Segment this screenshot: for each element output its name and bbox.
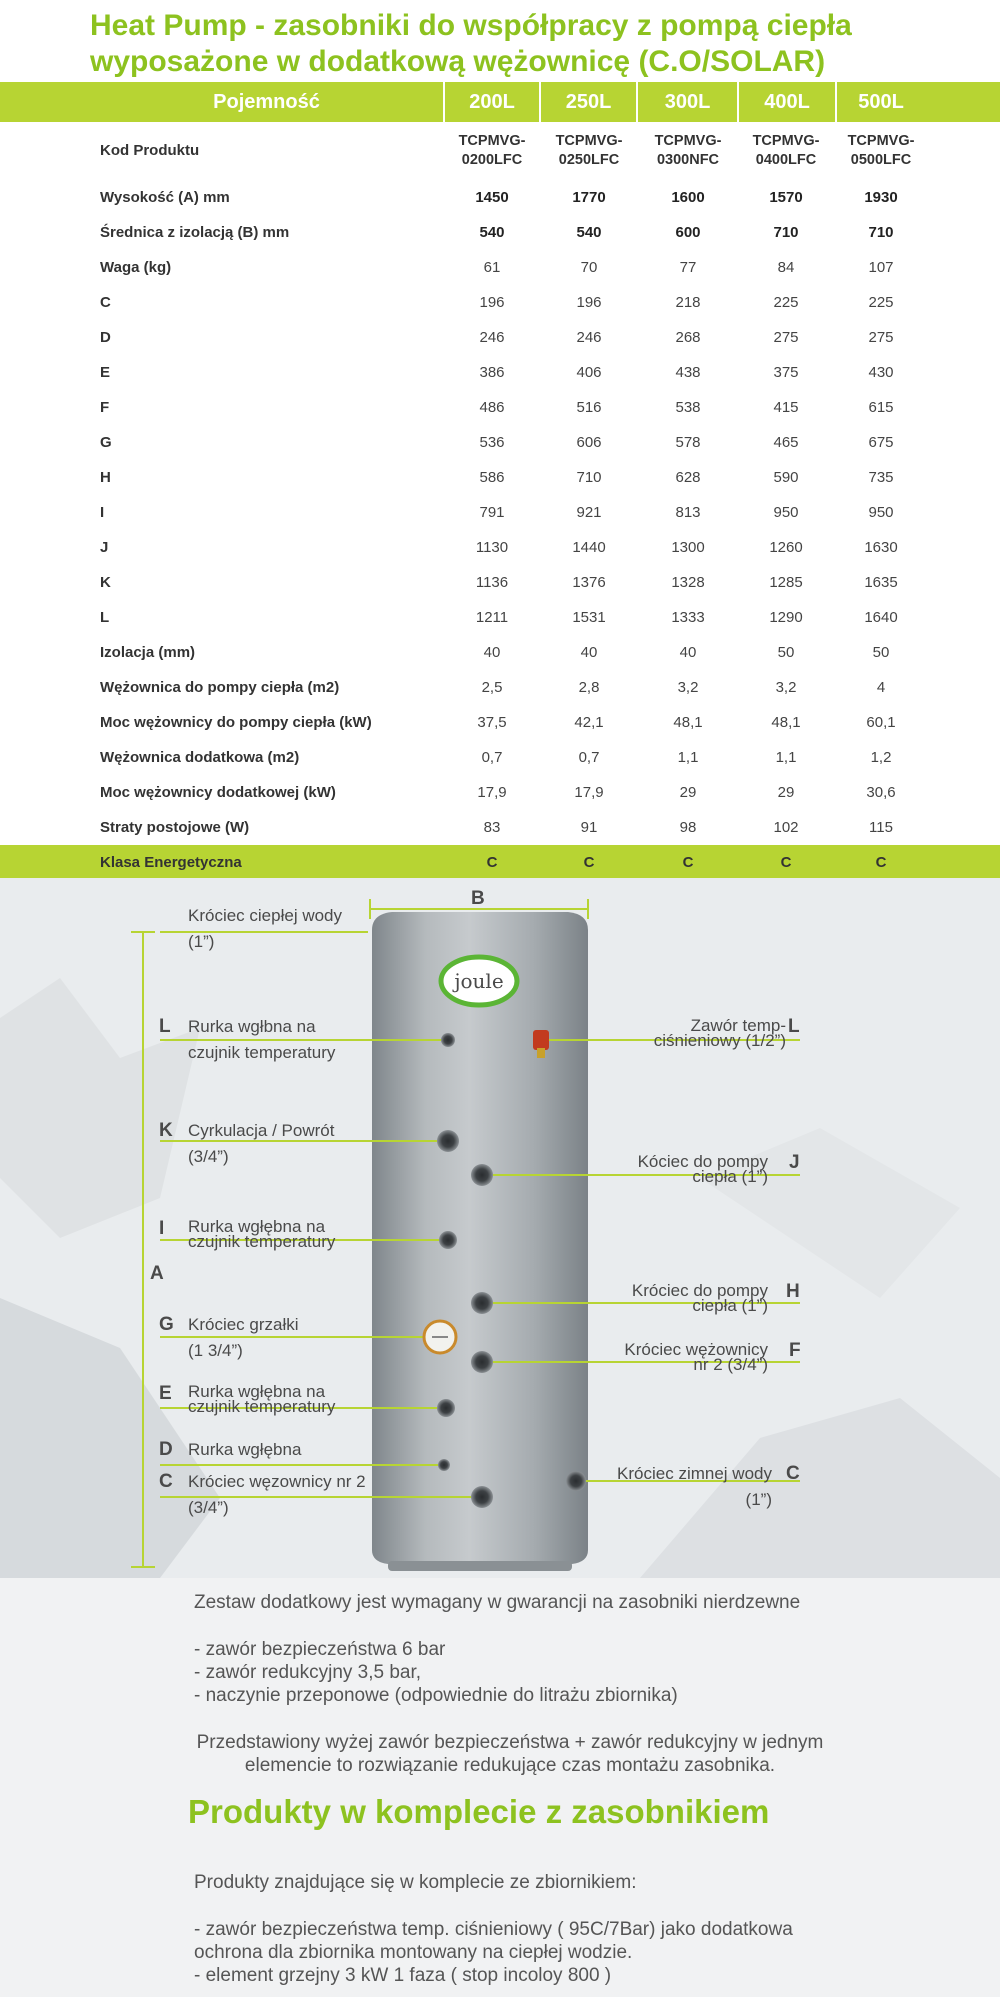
- table-cell: 225: [868, 294, 894, 311]
- heat-pump-port-j: [471, 1164, 493, 1186]
- page-title: [90, 8, 990, 80]
- table-cell: 29: [777, 784, 795, 801]
- table-cell: 196: [479, 294, 505, 311]
- table-cell: 1450: [475, 189, 509, 206]
- letter-h: H: [786, 1281, 800, 1302]
- coil-port-f: [471, 1351, 493, 1373]
- table-cell: 921: [576, 504, 602, 521]
- table-cell: 710: [773, 224, 799, 241]
- table-cell: 375: [773, 364, 799, 381]
- table-cell: 275: [868, 329, 894, 346]
- letter-e: E: [159, 1383, 172, 1404]
- table-cell: 1531: [572, 609, 606, 626]
- table-cell: 246: [576, 329, 602, 346]
- tank-diagram-graphic: [0, 878, 1000, 1578]
- label-circulation-return: Cyrkulacja / Powrót (3/4”): [188, 1121, 335, 1166]
- table-cell: 17,9: [574, 784, 604, 801]
- table-cell: 675: [868, 434, 894, 451]
- letter-j: J: [789, 1152, 800, 1173]
- table-row: [0, 530, 1000, 565]
- table-cell: 42,1: [574, 714, 604, 731]
- table-cell: 1600: [671, 189, 705, 206]
- product-code-part: TCPMVG-: [654, 133, 722, 149]
- table-cell: 578: [675, 434, 701, 451]
- table-row: [0, 705, 1000, 740]
- table-row: [0, 355, 1000, 390]
- letter-c-left: C: [159, 1471, 173, 1492]
- table-cell: 600: [675, 224, 701, 241]
- table-cell: C: [780, 854, 792, 871]
- sensor-pocket-d: [438, 1459, 450, 1471]
- tank-diagram: [0, 878, 1000, 1578]
- letter-l-right: L: [788, 1016, 800, 1037]
- label-heat-pump-port-h: Króciec do pompy ciepła (1”): [631, 1281, 768, 1315]
- letter-c-right: C: [786, 1463, 800, 1484]
- dimension-a-label: A: [150, 1263, 164, 1284]
- table-cell: 48,1: [771, 714, 801, 731]
- table-cell: 628: [675, 469, 701, 486]
- table-row: [0, 250, 1000, 285]
- table-cell: [833, 122, 929, 180]
- table-cell: 710: [576, 469, 602, 486]
- product-code-part: 0300NFC: [656, 152, 720, 168]
- kit-heading: Produkty w komplecie z zasobnikiem: [188, 1793, 770, 1830]
- table-cell: 1,1: [677, 749, 699, 766]
- table-cell: 1130: [475, 539, 509, 556]
- label-sensor-pocket-i: Rurka wgłębna na czujnik temperatury: [188, 1217, 336, 1251]
- capacity-column-200l: 200L: [469, 91, 515, 113]
- product-code-part: 0500LFC: [850, 152, 912, 168]
- table-cell: 0,7: [578, 749, 600, 766]
- row-label: Wężownica dodatkowa (m2): [100, 749, 300, 766]
- table-row: [0, 215, 1000, 250]
- table-cell: 430: [868, 364, 894, 381]
- table-row: [0, 320, 1000, 355]
- table-cell: 1376: [572, 574, 606, 591]
- table-cell: 0,7: [481, 749, 503, 766]
- kit-item: - zawór bezpieczeństwa temp. ciśnieniowy ( 95C/7Bar) jako dodatkowa: [194, 1919, 793, 1940]
- label-cold-water: Króciec zimnej wody (1”): [617, 1464, 772, 1509]
- table-cell: 1930: [864, 189, 898, 206]
- table-cell: [640, 122, 736, 180]
- table-cell: C: [875, 854, 887, 871]
- table-cell: 1,2: [870, 749, 892, 766]
- label-heat-pump-port-j: Kóciec do pompy ciepła (1”): [637, 1152, 768, 1186]
- table-cell: 438: [675, 364, 701, 381]
- product-code-part: TCPMVG-: [555, 133, 623, 149]
- table-cell: 60,1: [866, 714, 896, 731]
- page-title-line-2: wyposażone w dodatkową wężownicę (C.O/SOLAR): [90, 45, 826, 78]
- table-cell: 586: [479, 469, 505, 486]
- table-cell: 386: [479, 364, 505, 381]
- capacity-header: [0, 82, 1000, 122]
- table-cell: 98: [679, 819, 697, 836]
- table-cell: 615: [868, 399, 894, 416]
- row-label: Średnica z izolacją (B) mm: [100, 224, 290, 241]
- row-label: H: [100, 469, 111, 486]
- letter-g: G: [159, 1314, 174, 1335]
- immersion-heater-g: [424, 1321, 456, 1353]
- table-cell: 17,9: [477, 784, 507, 801]
- row-label: Straty postojowe (W): [100, 819, 250, 836]
- joule-logo: joule: [454, 969, 504, 993]
- table-row: [0, 390, 1000, 425]
- table-cell: 37,5: [477, 714, 507, 731]
- row-label: D: [100, 329, 111, 346]
- product-code-part: TCPMVG-: [458, 133, 526, 149]
- product-code-part: TCPMVG-: [847, 133, 915, 149]
- row-label: Moc wężownicy dodatkowej (kW): [100, 784, 336, 801]
- label-sensor-pocket-e: Rurka wgłębna na czujnik temperatury: [188, 1382, 336, 1416]
- product-code-part: TCPMVG-: [752, 133, 820, 149]
- table-row: [0, 180, 1000, 215]
- row-label: Kod Produktu: [100, 142, 200, 159]
- table-cell: 540: [479, 224, 505, 241]
- table-cell: 30,6: [866, 784, 896, 801]
- table-cell: C: [583, 854, 595, 871]
- table-cell: 1211: [475, 609, 509, 626]
- row-label: Wężownica do pompy ciepła (m2): [100, 679, 340, 696]
- product-code-part: 0400LFC: [755, 152, 817, 168]
- table-cell: 91: [580, 819, 598, 836]
- table-cell: 1333: [671, 609, 705, 626]
- table-cell: 540: [576, 224, 602, 241]
- warranty-item: - zawór redukcyjny 3,5 bar,: [194, 1662, 422, 1683]
- table-cell: 538: [675, 399, 701, 416]
- coil-port-c: [471, 1486, 493, 1508]
- energy-class-row: [0, 845, 1000, 880]
- label-hot-water-outlet: Króciec ciepłej wody (1”): [188, 906, 343, 951]
- table-cell: 1570: [769, 189, 803, 206]
- warranty-note: Zestaw dodatkowy jest wymagany w gwarancji na zasobniki nierdzewne: [194, 1592, 801, 1613]
- table-cell: 1635: [864, 574, 898, 591]
- table-cell: 1285: [769, 574, 803, 591]
- sensor-pocket-i: [439, 1231, 457, 1249]
- table-cell: 2,5: [481, 679, 503, 696]
- row-label: E: [100, 364, 111, 381]
- table-cell: 196: [576, 294, 602, 311]
- table-cell: 268: [675, 329, 701, 346]
- table-cell: 1630: [864, 539, 898, 556]
- table-cell: 415: [773, 399, 799, 416]
- table-cell: 465: [773, 434, 799, 451]
- table-row: [0, 635, 1000, 670]
- table-row: [0, 740, 1000, 775]
- row-label: I: [100, 504, 105, 521]
- label-sensor-pocket-d: Rurka wgłębna: [188, 1440, 302, 1459]
- table-cell: 735: [868, 469, 894, 486]
- letter-k: K: [159, 1120, 173, 1141]
- capacity-header-label: Pojemność: [213, 91, 320, 113]
- row-label: K: [100, 574, 111, 591]
- table-row: [0, 425, 1000, 460]
- label-tp-valve: Zawór temp- ciśnieniowy (1/2”): [653, 1016, 786, 1050]
- table-cell: 1300: [671, 539, 705, 556]
- table-cell: 29: [679, 784, 697, 801]
- table-cell: 70: [580, 259, 598, 276]
- table-row: [0, 565, 1000, 600]
- row-label: J: [100, 539, 109, 556]
- valve-note-line-1: Przedstawiony wyżej zawór bezpieczeństwa + zawór redukcyjny w jednym: [196, 1732, 824, 1753]
- row-label: F: [100, 399, 110, 416]
- table-cell: 246: [479, 329, 505, 346]
- table-cell: 275: [773, 329, 799, 346]
- kit-item: ochrona dla zbiornika montowany na ciepłej wodzie.: [194, 1942, 633, 1963]
- table-row: [0, 600, 1000, 635]
- table-cell: 1770: [572, 189, 606, 206]
- table-cell: 536: [479, 434, 505, 451]
- table-cell: [738, 122, 834, 180]
- capacity-column-250l: 250L: [565, 91, 612, 113]
- table-cell: 1290: [769, 609, 803, 626]
- table-cell: 590: [773, 469, 799, 486]
- table-cell: 218: [675, 294, 701, 311]
- table-row: [0, 285, 1000, 320]
- table-cell: 3,2: [775, 679, 797, 696]
- table-cell: [444, 122, 540, 180]
- page-title-line-1: Heat Pump - zasobniki do współpracy z pompą ciepła: [90, 9, 852, 42]
- table-cell: 115: [869, 819, 893, 836]
- table-row: [0, 495, 1000, 530]
- letter-l-left: L: [159, 1016, 171, 1037]
- table-cell: 40: [483, 644, 501, 661]
- letter-i: I: [159, 1218, 165, 1239]
- table-cell: 50: [872, 644, 890, 661]
- capacity-column-300l: 300L: [664, 91, 711, 113]
- table-cell: 1640: [864, 609, 898, 626]
- table-cell: 83: [483, 819, 501, 836]
- circulation-port-k: [437, 1130, 459, 1152]
- table-cell: 710: [868, 224, 894, 241]
- row-label: Moc wężownicy do pompy ciepła (kW): [100, 714, 372, 731]
- capacity-column-400l: 400L: [764, 91, 810, 113]
- table-cell: 50: [777, 644, 795, 661]
- table-cell: C: [486, 854, 498, 871]
- table-cell: 2,8: [578, 679, 600, 696]
- letter-d: D: [159, 1439, 173, 1460]
- table-cell: 3,2: [677, 679, 699, 696]
- table-row: [0, 460, 1000, 495]
- table-cell: 84: [777, 259, 795, 276]
- table-cell: 1,1: [775, 749, 797, 766]
- table-cell: 1260: [769, 539, 803, 556]
- table-cell: 40: [679, 644, 697, 661]
- table-cell: 516: [576, 399, 602, 416]
- warranty-item: - zawór bezpieczeństwa 6 bar: [194, 1639, 446, 1660]
- table-cell: 606: [576, 434, 602, 451]
- table-cell: 1440: [572, 539, 606, 556]
- capacity-column-500l: 500L: [858, 91, 904, 113]
- table-cell: 950: [868, 504, 894, 521]
- product-code-row: [0, 122, 1000, 180]
- tank-base: [388, 1561, 572, 1571]
- row-label: Wysokość (A) mm: [100, 189, 230, 206]
- table-row: [0, 670, 1000, 705]
- table-cell: 107: [868, 259, 894, 276]
- label-coil-port-f: Króciec wężownicy nr 2 (3/4”): [624, 1340, 768, 1374]
- product-code-part: 0250LFC: [558, 152, 620, 168]
- dimension-b-label: B: [471, 888, 485, 909]
- row-label: L: [100, 609, 110, 626]
- sensor-pocket-e: [437, 1399, 455, 1417]
- label-heater-port: Króciec grzałki (1 3/4”): [188, 1315, 299, 1360]
- sensor-pocket-l: [441, 1033, 455, 1047]
- table-cell: 77: [679, 259, 697, 276]
- table-row: [0, 775, 1000, 810]
- table-cell: 40: [580, 644, 598, 661]
- table-cell: 48,1: [673, 714, 703, 731]
- table-cell: 1136: [475, 574, 509, 591]
- table-cell: 4: [876, 679, 886, 696]
- row-label: Klasa Energetyczna: [100, 854, 242, 871]
- label-sensor-pocket-l: Rurka wgłbna na czujnik temperatury: [188, 1017, 336, 1062]
- kit-item: - element grzejny 3 kW 1 faza ( stop incoloy 800 ): [194, 1965, 612, 1986]
- row-label: Waga (kg): [100, 259, 172, 276]
- table-cell: [541, 122, 637, 180]
- row-label: Izolacja (mm): [100, 644, 196, 661]
- table-cell: 813: [675, 504, 701, 521]
- row-label: C: [100, 294, 111, 311]
- table-cell: 406: [576, 364, 602, 381]
- table-cell: 486: [479, 399, 505, 416]
- warranty-item: - naczynie przeponowe (odpowiednie do litrażu zbiornika): [194, 1685, 678, 1706]
- cold-water-port-c: [566, 1471, 586, 1491]
- tank-body: [372, 912, 588, 1564]
- table-cell: 791: [479, 504, 505, 521]
- label-coil-port-2: Króciec węzownicy nr 2 (3/4”): [188, 1472, 366, 1517]
- table-cell: 950: [773, 504, 799, 521]
- table-cell: 225: [773, 294, 799, 311]
- table-cell: 102: [773, 819, 799, 836]
- row-label: G: [100, 434, 112, 451]
- table-cell: C: [682, 854, 694, 871]
- table-row: [0, 810, 1000, 845]
- letter-f: F: [789, 1340, 801, 1361]
- valve-note-line-2: elemencie to rozwiązanie redukujące czas montażu zasobnika.: [244, 1755, 776, 1776]
- heat-pump-port-h: [471, 1292, 493, 1314]
- product-code-part: 0200LFC: [461, 152, 523, 168]
- kit-intro: Produkty znajdujące się w komplecie ze zbiornikiem:: [194, 1872, 637, 1893]
- table-cell: 1328: [671, 574, 705, 591]
- background-shape: [0, 1298, 220, 1578]
- table-cell: 61: [483, 259, 501, 276]
